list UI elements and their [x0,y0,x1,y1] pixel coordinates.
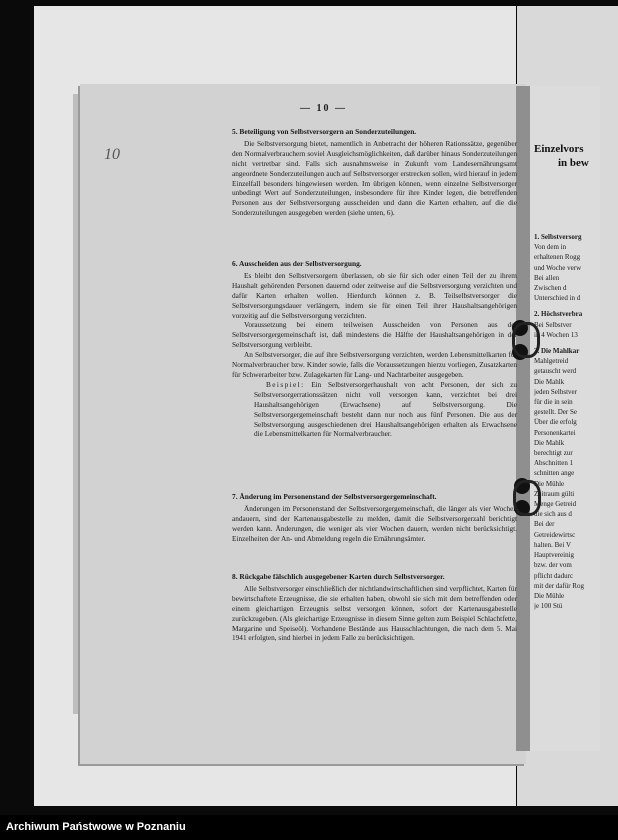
section-5 [232,127,517,218]
facing-page-line: in 4 Wochen 13 [534,330,578,339]
facing-page-line: Die Mühle [534,479,565,488]
section-7 [232,492,517,544]
facing-page-line: Bei der [534,520,555,529]
facing-page-line: halten. Bei V [534,540,572,549]
facing-page-line: schnitten ange [534,469,575,478]
facing-page-line: Personenkartei [534,428,576,437]
section-heading: 7. Änderung im Personenstand der Selbstversorgergemeinschaft. [232,492,437,501]
section-paragraph: Änderungen im Personenstand der Selbstversorgergemeinschaft, die länger als vier Wochen andauern, sind der Kartenausgabestelle zu melden, damit die Selbstversorgerzahl berichtigt werden kann. Änderungen, die weniger als vier Wochen dauern, werden nicht berücksichtigt. Einzelheiten der An- und Abmeldung regeln die Ernährungsämter. [232,503,517,543]
facing-page-line: 1. Selbstversorg [534,233,582,241]
facing-page-line: 3. Die Mahlkar [534,347,580,356]
facing-page-line: jeden Selbstver [534,387,577,396]
facing-title-line: Einzelvors [534,143,584,155]
facing-page-line: Zwischen d [534,284,567,293]
facing-page-line: getauscht werd [534,367,577,376]
facing-page-line: je 100 Stü [534,602,563,611]
facing-page-line: Bei allen [534,273,560,282]
facing-page-text [534,226,600,611]
facing-page-line: Menge Getreid [534,500,577,509]
facing-page-line: Hauptvereinig [534,551,575,560]
facing-page-line: für die in sein [534,398,573,407]
facing-page-line: Getreidewirtsc [534,530,576,539]
facing-page-line: bzw. der vom [534,561,572,570]
page-number: — 10 — [300,103,347,114]
section-heading: 5. Beteiligung von Selbstversorgern an Sonderzuteilungen. [232,127,417,136]
archive-footer [0,815,618,840]
facing-page-line: Unterschied in d [534,294,581,303]
section-paragraph: Alle Selbstversorger einschließlich der nichtlandwirtschaftlichen sind verpflichtet, Karten für bewirtschaftete Erzeugnisse, die sie erhalten haben, obwohl sie sich mit dem betreffenden oder einem gleichartigen Erzeugnis selbst versorgen können, sofort der Kartenausgabestelle zurückzugeben. (Als gleichartige Erzeugnisse in diesem Sinne gelten zum Beispiel Schlachtfette, Margarine und Speiseöl). Vorhandene Bestände aus Hausschlachtungen, die nach dem 5. Mai 1941 erfolgten, sind hierbei in jedem Falle zu berücksichtigen. [232,583,517,643]
section-heading: 8. Rückgabe fälschlich ausgegebener Karten durch Selbstversorger. [232,572,445,581]
facing-page-line: pflicht dadurc [534,571,574,580]
facing-page-line: erhaltenen Rogg [534,253,581,262]
section-paragraph: Die Selbstversorgung bietet, namentlich in Anbetracht der höheren Rationssätze, gegenüber den Normalverbrauchern soviel Ausgleichsmöglichkeiten, daß darüber hinaus Sonderzuteilungen nicht vertretbar sind. Falls sich ausnahmsweise in Zukunft vom Landesernährungsamt angeordnete Sonderzuteilungen auch auf Selbstversorger erstrecken sollen, wird hierauf in jedem Einzelfall besonders hingewiesen werden. Im übrigen können, wenn einzelne Selbstversorger unbedingt Wert auf Sonderzuteilungen, insbesondere für ihre Kinder legen, die betreffenden Personen aus der Selbstversorgung ausscheiden und dann die Karten erhalten, auf die die Sonderzuteilungen ausgegeben werden (siehe unten, 6). [232,138,517,218]
archive-credit: Archiwum Państwowe w Poznaniu [6,821,186,833]
facing-page-line: Die Mahlk [534,438,565,447]
example-paragraph [232,380,517,439]
example-label: Beispiel: [266,379,305,389]
facing-page-title [534,142,604,170]
section-6 [232,259,517,439]
facing-page-line: Abschnitten 1 [534,459,574,468]
facing-page-line: Zeitraum gülti [534,489,575,498]
facing-title-line: in bew [558,157,589,169]
facing-page-line: Die Mühle [534,591,565,600]
section-8 [232,572,517,643]
section-heading: 6. Ausscheiden aus der Selbstversorgung. [232,259,362,268]
facing-page-line: Die Mahlk [534,377,565,386]
facing-page-line: die sich aus d [534,510,572,519]
facing-page-line: Über die erfolg [534,418,577,427]
section-paragraph: Voraussetzung bei einem teilweisen Ausscheiden von Personen aus der Selbstversorgergemeinschaft ist, daß mindestens die Hälfte der Haushaltsangehörigen in der Selbstversorgung verbleibt. [232,320,517,350]
handwritten-page-note: 10 [104,146,120,163]
facing-page-line: berechtigt zur [534,449,573,458]
facing-page-line: gestellt. Der Se [534,408,577,417]
facing-page-line: Mahlgetreid [534,357,569,366]
example-text: Ein Selbstversorgerhaushalt von acht Personen, der sich zu Selbstversorgerrationssätzen nicht voll versorgen kann, verzichtet bei drei Haushaltsangehörigen (Erwachsene) auf Selbstversorgung. Die Selbstversorgergemeinschaft besteht dann nur noch aus fünf Personen. Die aus der Selbstversorgung ausgeschiedenen drei Haushaltsangehörigen erhalten als Erwachsene die Lebensmittelkarten für Normalverbraucher. [254,379,517,439]
section-paragraph: An Selbstversorger, die auf ihre Selbstversorgung verzichten, werden Lebensmittelkarten für Normalverbraucher bzw. Kinder sowie, falls die Voraussetzungen hierzu vorliegen, Zusatzkarten für Schwerarbeiter bzw. Zulagekarten für Lang- und Nachtarbeiter ausgegeben. [232,350,517,379]
section-paragraph: Es bleibt den Selbstversorgern überlassen, ob sie für sich oder einen Teil der zu ihrem Haushalt gehörenden Personen dauernd oder zeitweise auf die Selbstversorgung verzichten und dafür Karten erhalten wollen. Hierdurch können z. B. Teilselbstversorger die Selbstversorgungsdauer verlängern, indem sie für einen Teil ihrer Haushaltsangehörigen vorzeitig auf die Selbstversorgung verzichten. [232,270,517,320]
facing-page-line: mit der dafür Rog [534,581,584,590]
facing-page-line: und Woche verw [534,263,582,272]
facing-page-line: Von dem in [534,243,567,252]
facing-page-line: Bei Selbstver [534,320,572,329]
facing-page-line: 2. Höchstverbra [534,310,583,319]
